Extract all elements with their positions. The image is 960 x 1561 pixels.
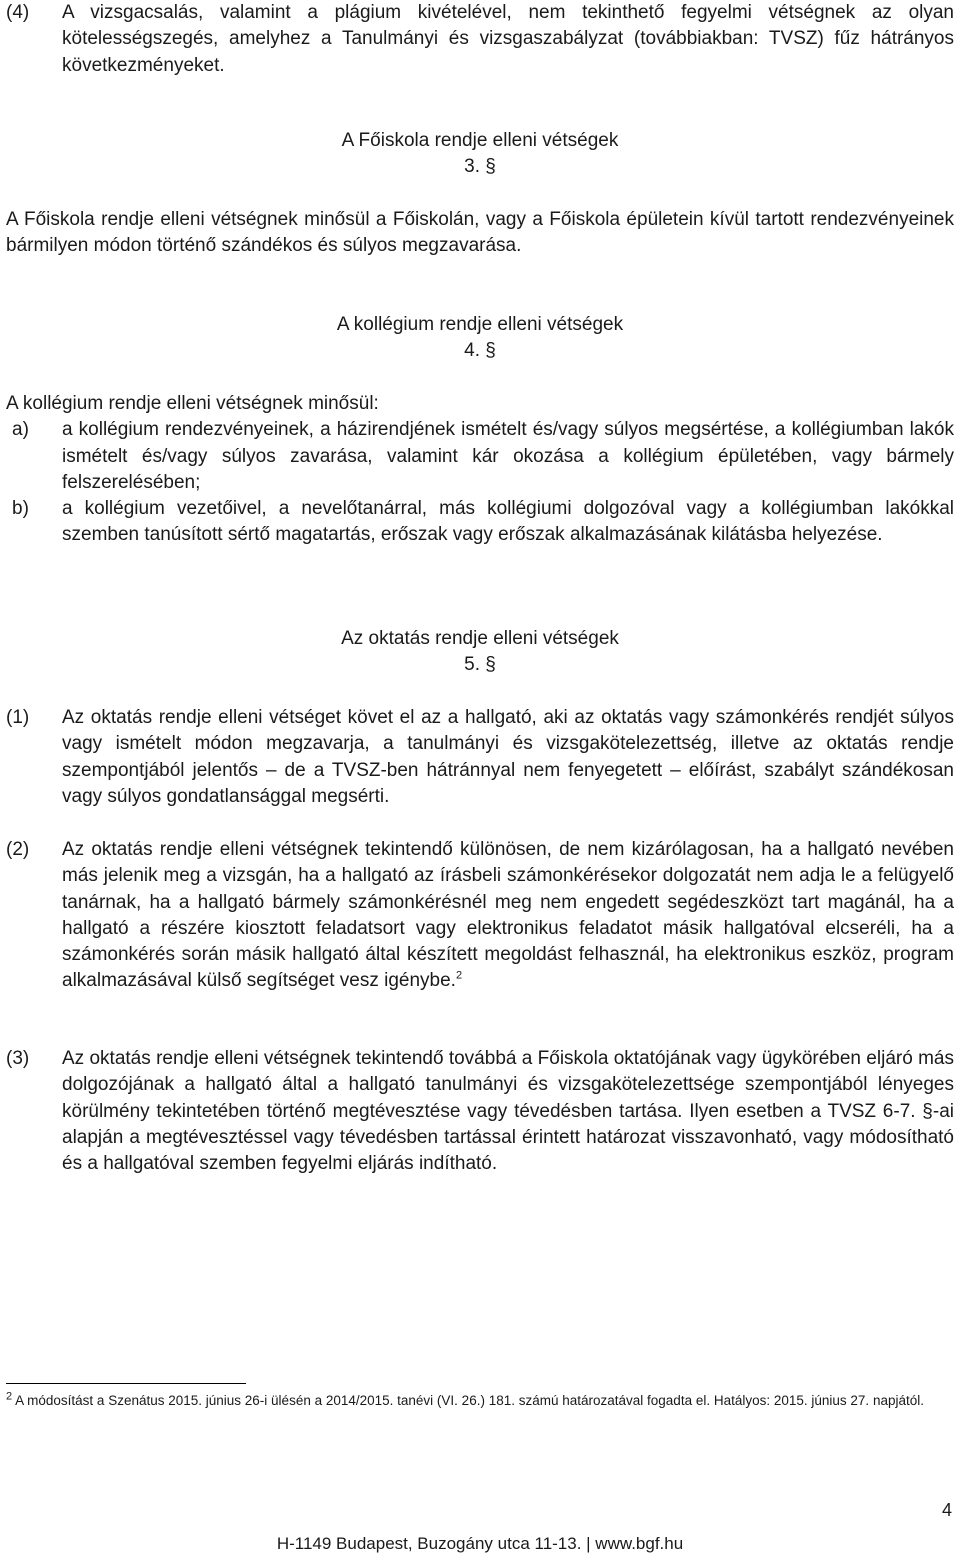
section-title: A kollégium rendje elleni vétségek (336, 314, 624, 335)
item-label: a) (12, 419, 29, 441)
paragraph-text: A vizsgacsalás, valamint a plágium kivételével, nem tekinthető fegyelmi vétségnek az olyan kötelességszegés, amelyhez a Tanulmányi és vizsgaszabályzat (továbbiakban: TVSZ) fűz hátrányos következményeket. (62, 2, 954, 76)
paragraph-number: (1) (6, 707, 30, 728)
item-label: b) (12, 498, 29, 520)
item-text: a kollégium vezetőivel, a nevelőtanárral, más kollégiumi dolgozóval vagy a kollégiumban lakókkal szemben tanúsított sértő magatartás, erőszak vagy erőszak alkalmazásának kilátásba helyezése. (62, 498, 954, 546)
paragraph-text: Az oktatás rendje elleni vétségnek tekintendő különösen, de nem kizárólagosan, ha a hallgató nevében más jelenik meg a vizsgán, ha a hallgató az írásbeli számonkérésekor dolgozatát nem adja le a felügyelő tanárnak, ha a hallgató bármely számonkérésnél meg nem engedett segédeszközt tart magánál, ha a hallgató a részére kiosztott feladatsort vagy elektronikus feladatot másik hallgatóval elcseréli, ha a számonkérés során másik hallgató által készített megoldást felhasznál, ha elektronikus eszköz, program alkalmazásával külső segítséget vesz igénybe. (62, 839, 954, 992)
paragraph-text: Az oktatás rendje elleni vétséget követ el az a hallgató, aki az oktatás vagy számonkérés rendjét súlyos vagy ismételt módon megzavarja, a tanulmányi és vizsgakötelezettség, illetve az oktatás rendje szempontjából jelentős – de a TVSZ-ben hátránnyal nem fenyegetett – előírást, szabályt szándékosan vagy súlyos gondatlansággal megsérti. (62, 707, 954, 807)
item-text: a kollégium rendezvényeinek, a házirendjének ismételt és/vagy súlyos megsértése, a kollégiumban lakók ismételt és/vagy súlyos zavarása, valamint kár okozása a kollégium épületében, vagy bármely felszerelésében; (62, 419, 954, 493)
section-title: Az oktatás rendje elleni vétségek (341, 628, 619, 649)
footnote-mark: 2 (6, 1390, 13, 1403)
section-5-paragraph-2 (6, 837, 954, 995)
paragraph-4 (6, 0, 954, 79)
paragraph-number: (3) (6, 1048, 30, 1069)
section-3-heading (6, 128, 954, 181)
paragraph-text-wrap (62, 837, 954, 995)
section-5-paragraph-3 (6, 1046, 954, 1177)
list-item (6, 417, 954, 496)
section-4-body (6, 391, 954, 549)
footnote-divider (6, 1383, 246, 1384)
section-number: 5. § (464, 654, 496, 676)
section-5-heading (6, 626, 954, 679)
paragraph-number: (2) (6, 839, 30, 860)
section-number: 3. § (464, 156, 496, 178)
list-item (6, 496, 954, 549)
footnote (6, 1389, 954, 1412)
section-4-heading (6, 312, 954, 365)
section-number: 4. § (464, 340, 496, 362)
item-list (6, 417, 954, 548)
paragraph-text: Az oktatás rendje elleni vétségnek tekintendő továbbá a Főiskola oktatójának vagy ügykörében eljáró más dolgozójának a hallgató által a hallgató tanulmányi és vizsgakötelezettsége szempontjából lényeges körülmény tekintetében történő megtévesztése vagy tévedésben tartása. Ilyen esetben a TVSZ 6-7. §-ai alapján a megtévesztéssel vagy tévedésben tartással érintett határozat visszavonható, vagy módosítható és a hallgatóval szemben fegyelmi eljárás indítható. (62, 1048, 954, 1175)
page-footer: H-1149 Budapest, Buzogány utca 11-13. | www.bgf.hu (276, 1534, 684, 1553)
section-intro: A kollégium rendje elleni vétségnek minősül: (6, 393, 379, 414)
page-number: 4 (941, 1500, 952, 1520)
section-title: A Főiskola rendje elleni vétségek (341, 130, 619, 151)
footnote-reference[interactable]: 2 (455, 970, 463, 983)
footnote-text: A módosítást a Szenátus 2015. június 26-i ülésén a 2014/2015. tanévi (VI. 26.) 181. számú határozatával fogadta el. Hatályos: 2015. június 27. napjától. (15, 1393, 924, 1408)
section-3-text: A Főiskola rendje elleni vétségnek minősül a Főiskolán, vagy a Főiskola épületein kívül tartott rendezvényeinek bármilyen módon történő szándékos és súlyos megzavarása. (6, 209, 954, 257)
paragraph-number: (4) (6, 2, 30, 23)
section-5-paragraph-1 (6, 705, 954, 810)
